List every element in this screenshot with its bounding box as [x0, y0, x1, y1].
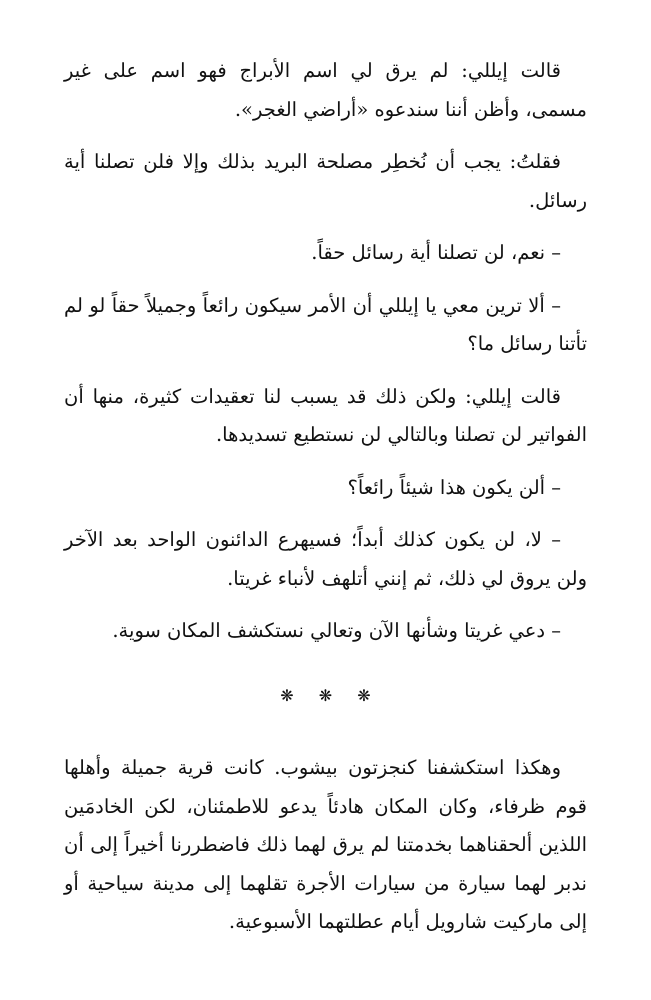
separator-ornament-icon: ❋ — [280, 685, 294, 705]
closing-paragraph: وهكذا استكشفنا كنجزتون بيشوب. كانت قرية جميلة وأهلها قوم ظرفاء، وكان المكان هادئاً يدعو للاطمئنان، لكن الخادمَين اللذين ألحقناهما بخدمتنا لم يرق لهما ذلك فاضطررنا أخيراً إلى أن ندبر لهما سيارة من سيارات الأجرة تقلهما إلى مدينة سياحية أو إلى ماركيت شارويل أيام عطلتهما الأسبوعية. — [64, 756, 587, 933]
dialogue-line-4: – لا، لن يكون كذلك أبداً؛ فسيهرع الدائنون الواحد بعد الآخر ولن يروق لي ذلك، ثم إنني أتلهف لأنباء غريتا. — [64, 528, 587, 590]
paragraph-1: قالت إيللي: لم يرق لي اسم الأبراج فهو اسم على غير مسمى، وأظن أننا سندعوه «أراضي الغجر». — [64, 59, 587, 121]
dialogue-line-1: – نعم، لن تصلنا أية رسائل حقاً. — [311, 241, 561, 264]
section-separator — [64, 677, 587, 716]
separator-ornament-icon: ❋ — [357, 685, 371, 705]
dialogue-line-2: – ألا ترين معي يا إيللي أن الأمر سيكون رائعاً وجميلاً حقاً لو لم تأتنا رسائل ما؟ — [64, 293, 587, 355]
dialogue-line-3: – ألن يكون هذا شيئاً رائعاً؟ — [347, 475, 561, 499]
separator-ornament-icon: ❋ — [318, 685, 333, 705]
paragraph-2: فقلتُ: يجب أن نُخطِر مصلحة البريد بذلك وإلا فلن تصلنا أية رسائل. — [64, 150, 587, 212]
paragraph-3: قالت إيللي: ولكن ذلك قد يسبب لنا تعقيدات كثيرة، منها أن الفواتير لن تصلنا وبالتالي لن نستطيع تسديدها. — [64, 384, 587, 446]
book-page — [64, 52, 587, 956]
dialogue-line-5: – دعي غريتا وشأنها الآن وتعالي نستكشف المكان سوية. — [112, 619, 561, 642]
